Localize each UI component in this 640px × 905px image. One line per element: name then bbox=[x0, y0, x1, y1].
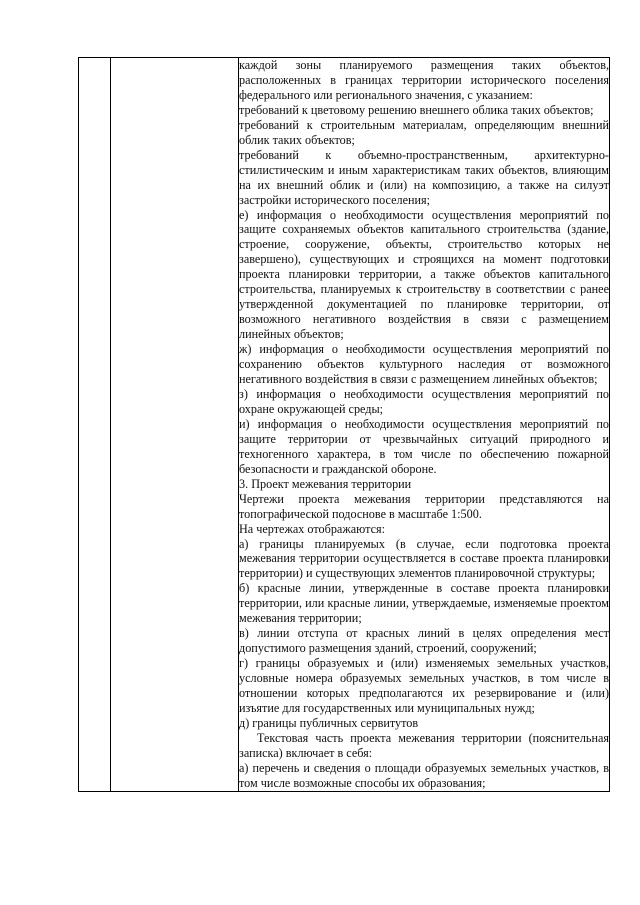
name-column-cell bbox=[111, 58, 239, 792]
paragraph: и) информация о необходимости осуществления мероприятий по защите территории от чрезвычайных ситуаций природного и техногенного характера, в том числе по обеспечению пожарной безопасности и гражданской обороне. bbox=[239, 416, 609, 476]
paragraph: Чертежи проекта межевания территории представляются на топографической подоснове в масштабе 1:500. bbox=[239, 491, 609, 521]
paragraph: б) красные линии, утвержденные в составе проекта планировки территории, или красные линии, утверждаемые, изменяемые проектом межевания территории; bbox=[239, 581, 609, 626]
table-row bbox=[79, 58, 610, 792]
paragraph: з) информация о необходимости осуществления мероприятий по охране окружающей среды; bbox=[239, 386, 609, 416]
paragraph: в) линии отступа от красных линий в целях определения мест допустимого размещения зданий, строений, сооружений; bbox=[239, 626, 609, 656]
number-column-cell bbox=[79, 58, 111, 792]
paragraph: е) информация о необходимости осуществления мероприятий по защите сохраняемых объектов капитального строительства (здание, строение, сооружение, объекты, строительство которых не завершено), существующих и строящихся на момент подготовки проекта планировки территории, а также объектов капитального строительства, планируемых к строительству в соответствии с ранее утвержденной документацией по планировке территории, от возможного негативного воздействия в связи с размещением линейных объектов; bbox=[239, 207, 609, 342]
paragraph: Текстовая часть проекта межевания территории (пояснительная записка) включает в себя: bbox=[239, 730, 609, 760]
content-text bbox=[239, 58, 609, 791]
paragraph: ж) информация о необходимости осуществления мероприятий по сохранению объектов культурного наследия от возможного негативного воздействия в связи с размещением линейных объектов; bbox=[239, 342, 609, 387]
paragraph: требований к объемно-пространственным, архитектурно-стилистическим и иным характеристикам таких объектов, влияющим на их внешний облик и (или) на композицию, а также на силуэт застройки исторического поселения; bbox=[239, 147, 609, 207]
content-column-cell bbox=[239, 58, 610, 792]
paragraph: требований к строительным материалам, определяющим внешний облик таких объектов; bbox=[239, 117, 609, 147]
paragraph: а) перечень и сведения о площади образуемых земельных участков, в том числе возможные способы их образования; bbox=[239, 760, 609, 790]
paragraph: г) границы образуемых и (или) изменяемых земельных участков, условные номера образуемых земельных участков, в том числе в отношении которых предполагаются их резервирование и (или) изъятие для государственных или муниципальных нужд; bbox=[239, 656, 609, 715]
section-heading: 3. Проект межевания территории bbox=[239, 476, 412, 491]
paragraph: а) границы планируемых (в случае, если подготовка проекта межевания территории осуществляется в составе проекта планировки территории) и существующих элементов планировочной структуры; bbox=[239, 536, 609, 581]
paragraph: каждой зоны планируемого размещения таких объектов, расположенных в границах территории исторического поселения федерального или регионального значения, с указанием: bbox=[239, 58, 609, 102]
paragraph: требований к цветовому решению внешнего облика таких объектов; bbox=[239, 102, 594, 117]
document-table bbox=[78, 57, 610, 792]
paragraph: д) границы публичных сервитутов bbox=[239, 715, 419, 730]
paragraph: На чертежах отображаются: bbox=[239, 521, 385, 536]
